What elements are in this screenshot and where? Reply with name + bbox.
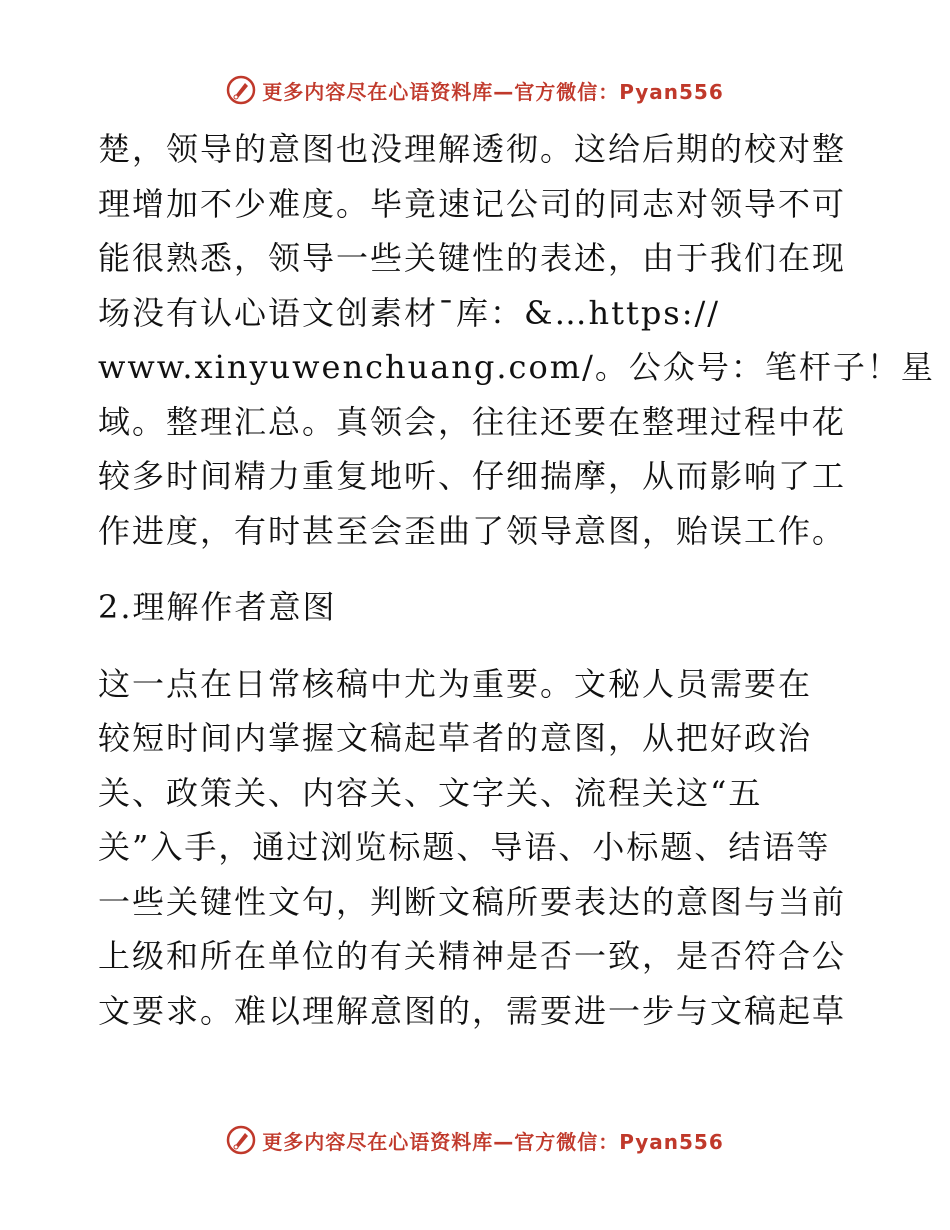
body-line: 关”入手，通过浏览标题、导语、小标题、结语等 <box>98 828 831 866</box>
banner-text: 更多内容尽在心语资料库—官方微信：Pyan556 <box>262 1129 724 1154</box>
body-line: 这一点在日常核稿中尤为重要。文秘人员需要在 <box>98 664 813 703</box>
body-line: 较短时间内掌握文稿起草者的意图，从把好政治 <box>98 719 813 757</box>
body-line: 域。整理汇总。真领会，往往还要在整理过程中花 <box>98 402 847 441</box>
body-line: 楚，领导的意图也没理解透彻。这给后期的校对整 <box>98 130 847 168</box>
body-line: 关、政策关、内容关、文字关、流程关这“五 <box>98 773 763 812</box>
pen-nib-logo-icon <box>226 1125 256 1155</box>
body-line: 能很熟悉，领导一些关键性的表述，由于我们在现 <box>98 239 847 277</box>
body-line: 一些关键性文句，判断文稿所要表达的意图与当前 <box>98 882 847 921</box>
banner-text: 更多内容尽在心语资料库—官方微信：Pyan556 <box>262 79 724 104</box>
spacer <box>98 558 858 580</box>
body-line: www.xinyuwenchuang.com/。公众号：笔杆子！星 <box>98 348 935 386</box>
body-line: 作进度，有时甚至会歪曲了领导意图，贻误工作。 <box>98 511 847 550</box>
pen-nib-logo-icon <box>226 75 256 105</box>
body-line: 较多时间精力重复地听、仔细揣摩，从而影响了工 <box>98 457 847 495</box>
document-body <box>98 122 935 1038</box>
section-heading: 2.理解作者意图 <box>98 588 337 626</box>
body-line: 文要求。难以理解意图的，需要进一步与文稿起草 <box>98 991 847 1030</box>
footer-banner <box>0 1120 950 1160</box>
spacer <box>98 635 858 657</box>
body-line: 场没有认心语文创素材¯库：&…https:// <box>98 293 721 332</box>
body-line: 上级和所在单位的有关精神是否一致，是否符合公 <box>98 937 847 975</box>
body-line: 理增加不少难度。毕竟速记公司的同志对领导不可 <box>98 184 847 223</box>
header-banner <box>0 70 950 110</box>
